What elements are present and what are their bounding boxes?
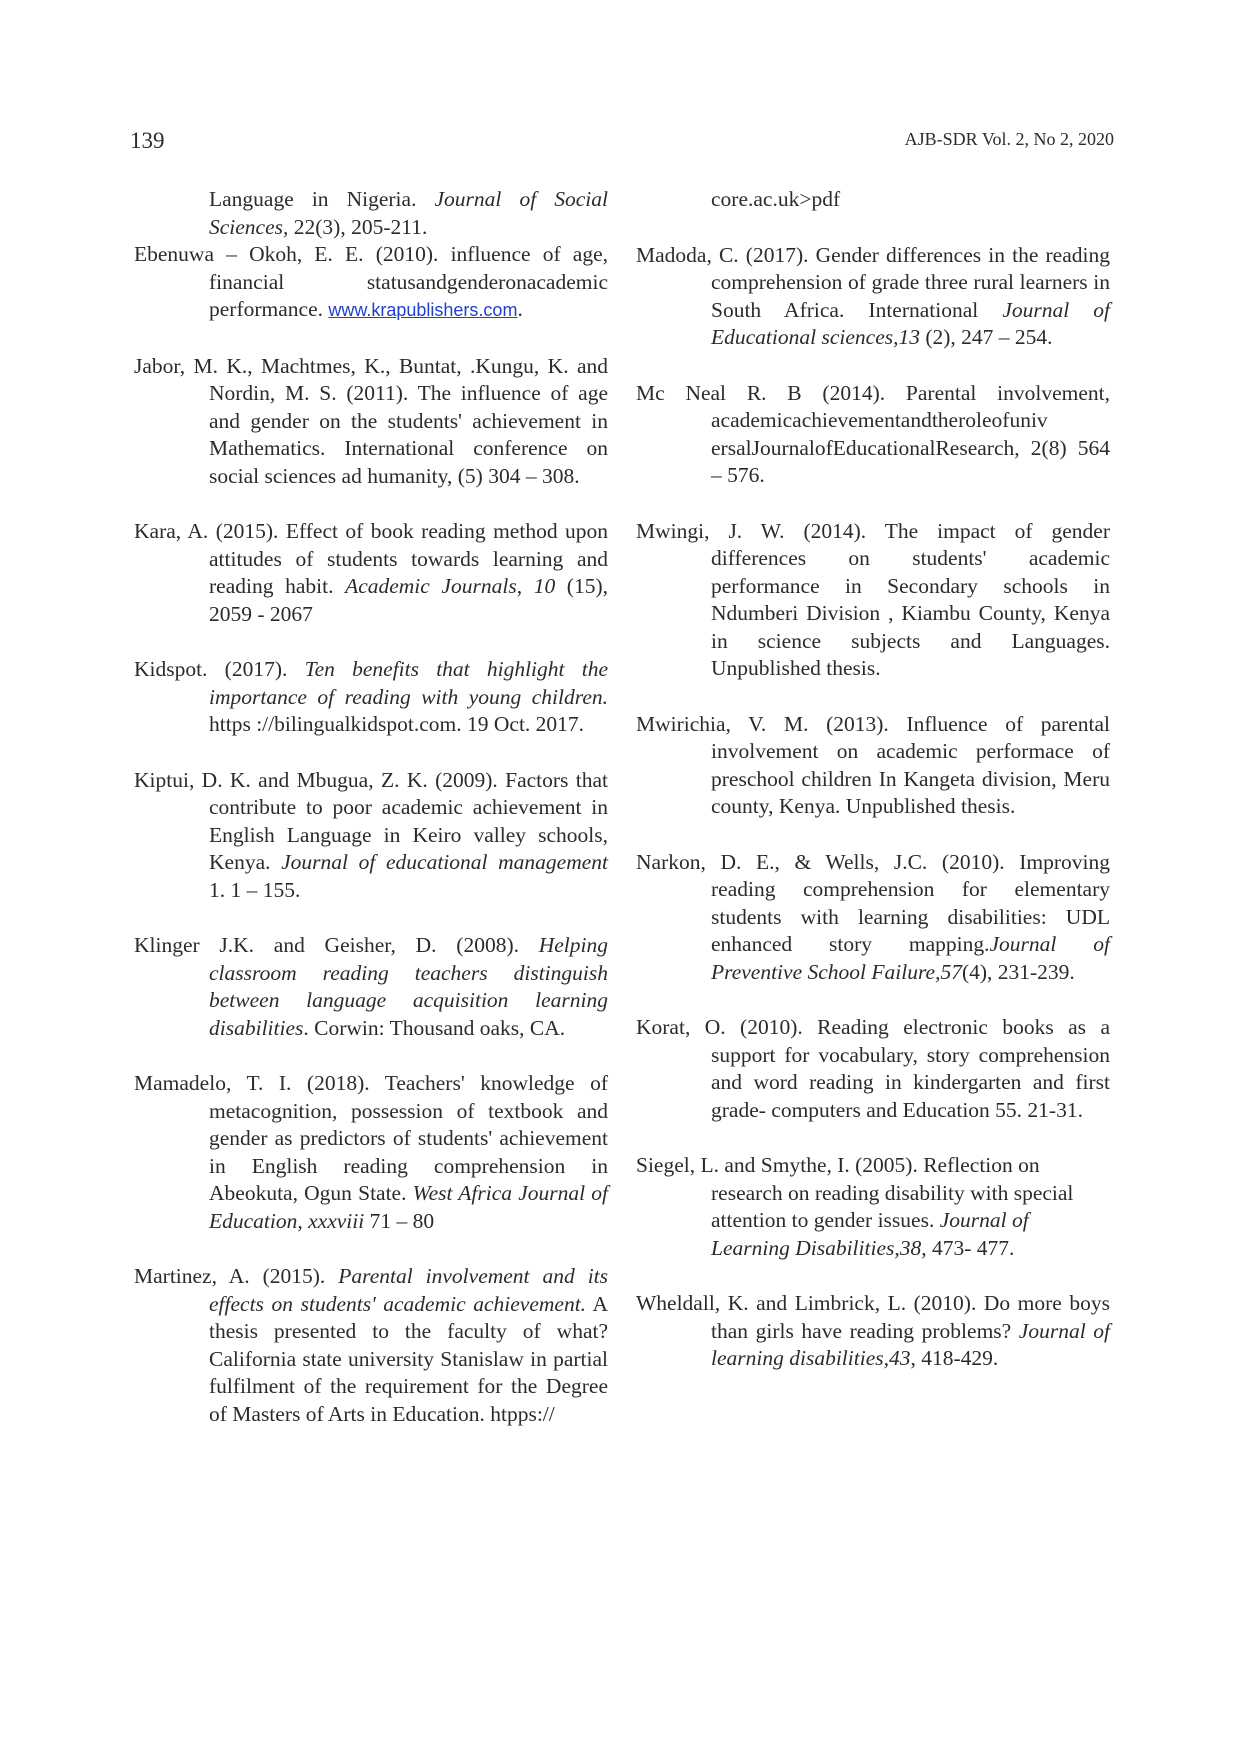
reference-text: Martinez, A. (2015).: [134, 1264, 339, 1288]
reference-italic-text: Journal of educational management: [281, 850, 608, 874]
page-number: 139: [130, 128, 165, 153]
reference-text: core.ac.uk>pdf: [711, 187, 841, 211]
reference-text: Madoda, C. (2017). Gender differences in the reading comprehension of grade three rural learners in South Africa. International: [636, 242, 1110, 322]
reference-text: Kidspot. (2017).: [134, 657, 305, 681]
reference-italic-text: Journal of Learning Disabilities,38: [711, 1208, 1029, 1260]
reference-continuation: [134, 186, 608, 241]
reference-italic-text: Helping classroom reading teachers distinguish between language acquisition learning disabilities: [209, 933, 608, 1040]
reference-text: 1. 1 – 155.: [209, 877, 301, 902]
reference-entry: [134, 656, 608, 739]
reference-text: Mamadelo, T. I. (2018). Teachers' knowledge of metacognition, possession of textbook and gender as predictors of students' achievement in English reading comprehension in Abeokuta, Ogun State.: [134, 1071, 608, 1205]
reference-text: Siegel, L. and Smythe, I. (2005). Reflection on research on reading disability with special attention to gender issues.: [636, 1153, 1074, 1232]
reference-entry: [134, 241, 608, 325]
reference-text: (2), 247 – 254.: [919, 325, 1053, 349]
reference-text: Korat, O. (2010). Reading electronic books as a support for vocabulary, story comprehension and word reading in kindergarten and first grade- computers and Education 55. 21-31.: [636, 1015, 1110, 1122]
reference-italic-text: Academic Journals: [345, 574, 517, 598]
reference-italic-text: Journal of learning disabilities,43: [711, 1318, 1110, 1370]
reference-entry: [636, 1152, 1110, 1262]
reference-continuation: [636, 186, 1110, 214]
reference-text: (4), 231-239.: [961, 959, 1075, 984]
reference-entry: [134, 1263, 608, 1428]
reference-entry: [134, 353, 608, 491]
reference-italic-text: 10: [533, 574, 556, 598]
reference-entry: [134, 767, 608, 905]
reference-text: (15), 2059 - 2067: [209, 574, 608, 626]
reference-text: Kiptui, D. K. and Mbugua, Z. K. (2009). Factors that contribute to poor academic achievement in English Language in Keiro valley schools, Kenya.: [134, 767, 608, 874]
reference-text: 22(3), 205-211.: [288, 214, 428, 239]
reference-text: 71 – 80: [364, 1208, 435, 1233]
reference-text: Kara, A. (2015). Effect of book reading method upon attitudes of students towards learning and reading habit.: [134, 519, 608, 598]
reference-text: , 473- 477.: [921, 1235, 1015, 1260]
references-right-column: [636, 186, 1110, 1401]
reference-text: Mwingi, J. W. (2014). The impact of gender differences on students' academic performance in Secondary schools in Ndumberi Division , Kiambu County, Kenya in science subjects and Languages. Unpublished thesis.: [636, 518, 1110, 680]
reference-text: Narkon, D. E., & Wells, J.C. (2010). Improving reading comprehension for elementary students with learning disabilities: UDL enhanced story mapping.: [636, 849, 1110, 956]
reference-link[interactable]: www.krapublishers.com: [328, 300, 518, 320]
reference-italic-text: Journal of Social Sciences,: [209, 187, 608, 239]
reference-entry: [134, 518, 608, 628]
reference-text: . Corwin: Thousand oaks, CA.: [303, 1015, 566, 1040]
reference-text: Language in Nigeria.: [209, 187, 435, 211]
reference-entry: [636, 1014, 1110, 1124]
reference-text: Wheldall, K. and Limbrick, L. (2010). Do more boys than girls have reading problems?: [636, 1291, 1110, 1343]
reference-italic-text: Journal of Preventive School Failure,57: [711, 932, 1110, 984]
reference-text: ,: [516, 574, 534, 598]
reference-entry: [636, 711, 1110, 821]
reference-text: Klinger J.K. and Geisher, D. (2008).: [134, 933, 539, 957]
reference-entry: [636, 242, 1110, 352]
reference-text: Mc Neal R. B (2014). Parental involvement, academicachievementandtheroleofuniv ersalJournalofEducationalResearch, 2(8) 564 – 576.: [636, 380, 1110, 487]
reference-italic-text: Parental involvement and its effects on students' academic achievement.: [209, 1264, 609, 1316]
reference-text: Jabor, M. K., Machtmes, K., Buntat, .Kungu, K. and Nordin, M. S. (2011). The influence of age and gender on the students' achievement in Mathematics. International conference on social sciences ad humanity, (5) 304 – 308.: [134, 353, 608, 488]
reference-italic-text: Ten benefits that highlight the importance of reading with young children.: [209, 657, 608, 709]
reference-text: , 418-429.: [910, 1346, 999, 1370]
reference-entry: [636, 1290, 1110, 1373]
reference-entry: [636, 380, 1110, 490]
reference-entry: [134, 932, 608, 1042]
reference-text: A thesis presented to the faculty of what? California state university Stanislaw in partial fulfilment of the requirement for the Degree of Masters of Arts in Education. htpps://: [209, 1291, 608, 1426]
reference-entry: [636, 849, 1110, 987]
reference-entry: [134, 1070, 608, 1235]
reference-text: .: [517, 297, 523, 321]
reference-italic-text: Journal of Educational sciences,13: [711, 297, 1111, 349]
reference-text: Ebenuwa – Okoh, E. E. (2010). influence of age, financial statusandgenderonacademic performance.: [134, 242, 608, 321]
reference-entry: [636, 518, 1110, 683]
reference-text: Mwirichia, V. M. (2013). Influence of parental involvement on academic performace of preschool children In Kangeta division, Meru county, Kenya. Unpublished thesis.: [636, 711, 1110, 818]
running-head: AJB-SDR Vol. 2, No 2, 2020: [904, 129, 1114, 149]
references-left-column: [134, 186, 608, 1456]
reference-text: https ://bilingualkidspot.com. 19 Oct. 2017.: [209, 712, 585, 736]
reference-italic-text: West Africa Journal of Education, xxxviii: [209, 1181, 608, 1233]
